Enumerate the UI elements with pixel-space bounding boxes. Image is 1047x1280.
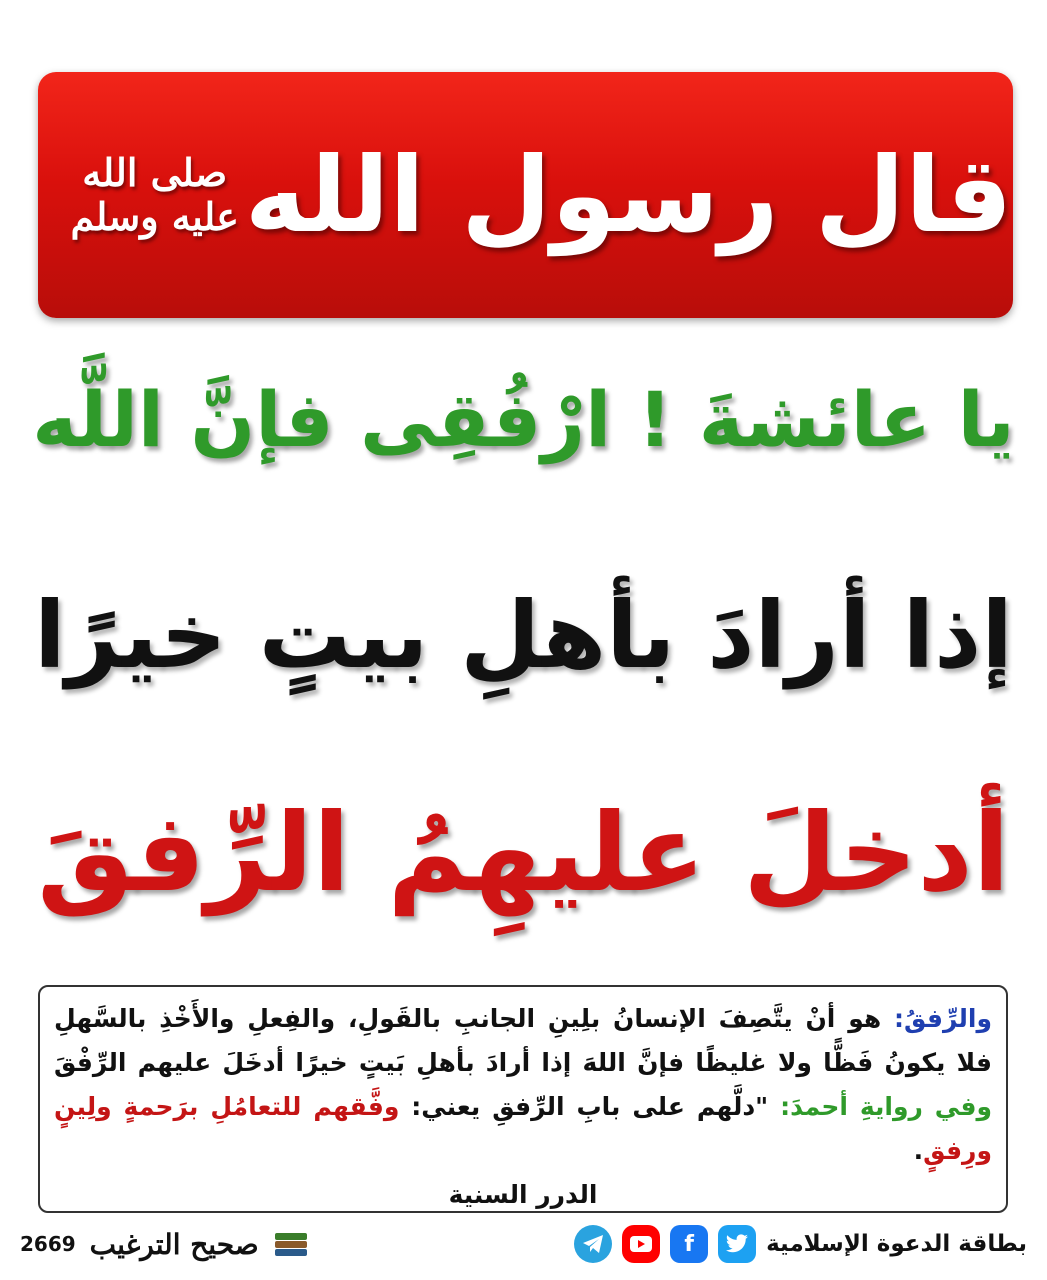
banner-title: قال رسول الله bbox=[244, 134, 1013, 256]
hadith-line-2: إذا أرادَ بأهلِ بيتٍ خيرًا bbox=[34, 582, 1013, 689]
footer-card-name: بطاقة الدعوة الإسلامية bbox=[766, 1231, 1027, 1257]
footer-book-name: صحيح الترغيب bbox=[89, 1227, 259, 1261]
footer-source-group bbox=[20, 1228, 309, 1261]
explanation-source: الدرر السنية bbox=[448, 1180, 598, 1209]
explanation-definition: هو أنْ يتَّصِفَ الإنسانُ بلِينِ الجانبِ بالقَولِ، والفِعلِ والأَخْذِ بالسَّهلِ فلا يكونُ فَظًّا ولا غليظًا فإنَّ اللهَ إذا أرادَ بأهلِ بَيتٍ خيرًا أدخَلَ عليهم الرِّفْقَ bbox=[54, 1004, 992, 1077]
explanation-box bbox=[38, 985, 1008, 1213]
explanation-end: . bbox=[913, 1136, 924, 1165]
facebook-icon[interactable]: f bbox=[670, 1225, 708, 1263]
banner-salawat: صلى الله عليه وسلم bbox=[70, 150, 239, 239]
explanation-term: والرِّفقُ: bbox=[894, 1004, 992, 1033]
explanation-narration-label: وفي روايةِ أحمدَ: bbox=[780, 1092, 993, 1121]
footer-hadith-number: 2669 bbox=[20, 1232, 76, 1256]
title-banner bbox=[38, 72, 1013, 318]
footer bbox=[20, 1220, 1027, 1268]
books-icon bbox=[273, 1229, 309, 1259]
explanation-meaning: وفَّقهم للتعامُلِ برَحمةٍ ولِينٍ ورِفقٍ bbox=[54, 1092, 992, 1165]
twitter-icon[interactable] bbox=[718, 1225, 756, 1263]
hadith-line-3: أدخلَ عليهِمُ الرِّفقَ bbox=[37, 791, 1010, 916]
footer-card-group bbox=[574, 1225, 1027, 1263]
telegram-icon[interactable] bbox=[574, 1225, 612, 1263]
youtube-icon[interactable] bbox=[622, 1225, 660, 1263]
explanation-quote: "دلَّهم على بابِ الرِّفقِ يعني: bbox=[399, 1092, 781, 1121]
hadith-line-1: يا عائشةَ ! ارْفُقِى فإنَّ اللَّه bbox=[32, 375, 1015, 464]
